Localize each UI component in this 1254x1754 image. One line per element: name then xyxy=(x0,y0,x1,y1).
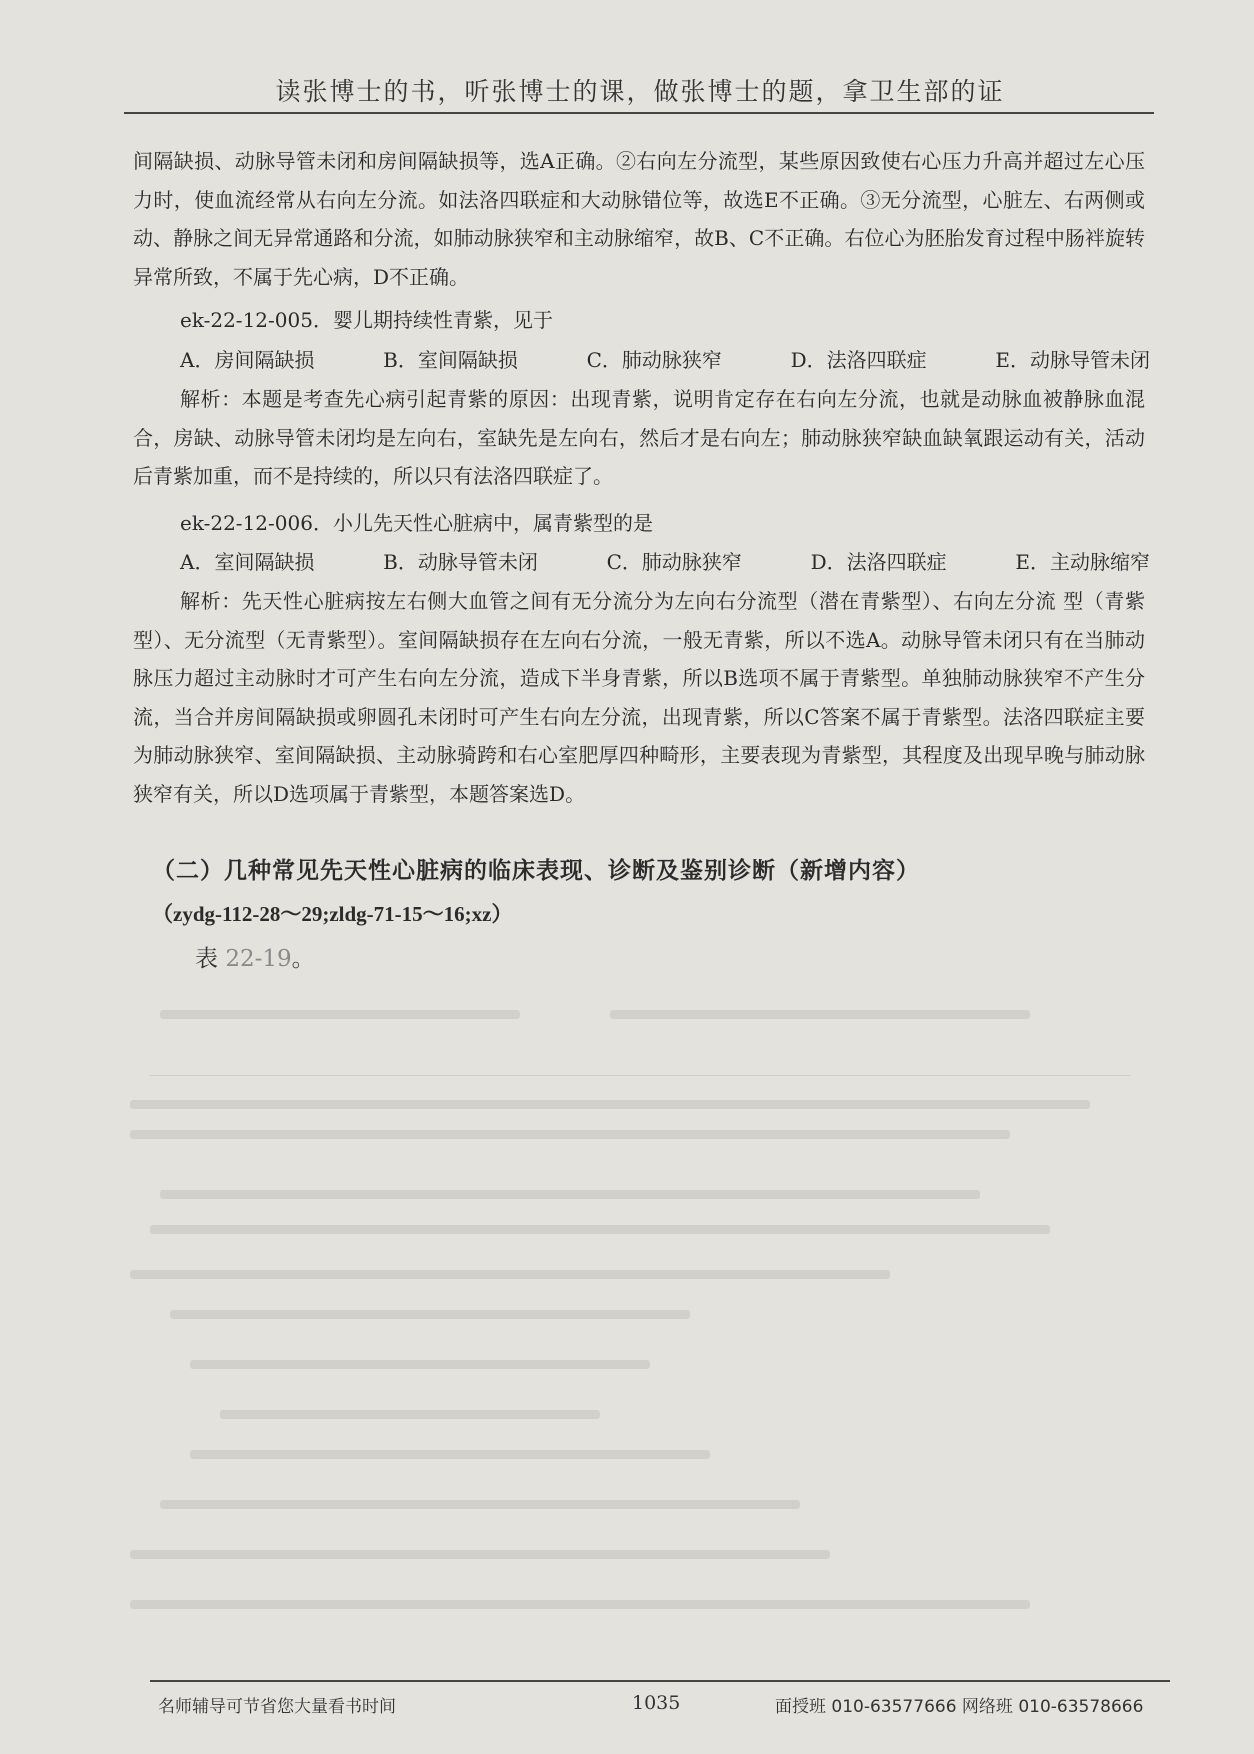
option-c: C．肺动脉狭窄 xyxy=(606,550,742,574)
option-a: A．房间隔缺损 xyxy=(180,348,315,372)
option-d: D．法洛四联症 xyxy=(790,348,927,372)
question-stem-005: ek-22-12-005．婴儿期持续性青紫，见于 xyxy=(180,308,553,332)
bleed-text xyxy=(170,1310,690,1319)
page-number: 1035 xyxy=(632,1692,681,1714)
bleed-text xyxy=(160,1190,980,1199)
section-codes: （zydg-112-28～29;zldg-71-15～16;xz） xyxy=(152,902,513,926)
table-ref-prefix: 表 xyxy=(195,946,218,972)
bleed-text xyxy=(190,1450,710,1459)
option-c: C．肺动脉狭窄 xyxy=(586,348,722,372)
options-row-006 xyxy=(180,546,1150,575)
analysis-006: 解析：先天性心脏病按左右侧大血管之间有无分流分为左向右分流型（潜在青紫型）、右向左分流 型（青紫型）、无分流型（无青紫型）。室间隔缺损存在左向右分流，一般无青紫，所以不选A。动脉导管未闭只有在当肺动脉压力超过主动脉时才可产生右向左分流，造成下半身青紫，所以B选项不属于青紫型。单独肺动脉狭窄不产生分流，当合并房间隔缺损或卵圆孔未闭时可产生右向左分流，出现青紫，所以C答案不属于青紫型。法洛四联症主要为肺动脉狭窄、室间隔缺损、主动脉骑跨和右心室肥厚四种畸形，主要表现为青紫型，其程度及出现早晚与肺动脉狭窄有关，所以D选项属于青紫型，本题答案选D。 xyxy=(133,589,1145,806)
option-b: B．动脉导管未闭 xyxy=(383,550,538,574)
footer-slogan: 名师辅导可节省您大量看书时间 xyxy=(158,1697,396,1717)
option-d: D．法洛四联症 xyxy=(810,550,947,574)
footer-contact: 面授班 010-63577666 网络班 010-63578666 xyxy=(775,1697,1144,1717)
option-b: B．室间隔缺损 xyxy=(383,348,518,372)
option-e: E．动脉导管未闭 xyxy=(995,348,1150,372)
bleed-text xyxy=(150,1225,1050,1234)
bleed-text xyxy=(160,1500,800,1509)
reverse-side-bleed-through xyxy=(130,980,1150,1660)
analysis-005: 解析：本题是考查先心病引起青紫的原因：出现青紫，说明肯定存在右向左分流，也就是动脉血被静脉血混合，房缺、动脉导管未闭均是左向右，室缺先是左向右，然后才是右向左；肺动脉狭窄缺血缺氧跟运动有关，活动后青紫加重，而不是持续的，所以只有法洛四联症了。 xyxy=(133,387,1145,488)
question-stem-006: ek-22-12-006．小儿先天性心脏病中，属青紫型的是 xyxy=(180,511,653,535)
page-header-title: 读张博士的书，听张博士的课，做张博士的题，拿卫生部的证 xyxy=(275,77,1005,106)
bleed-rule xyxy=(150,1075,1130,1076)
bleed-text xyxy=(130,1100,1090,1109)
bleed-text xyxy=(160,1010,520,1019)
options-row-005 xyxy=(180,344,1150,373)
bleed-text xyxy=(190,1360,650,1369)
table-ref-suffix: 。 xyxy=(291,946,315,972)
option-e: E．主动脉缩窄 xyxy=(1015,550,1150,574)
footer-divider xyxy=(150,1680,1170,1682)
bleed-text xyxy=(130,1130,1010,1139)
table-ref-number: 22-19 xyxy=(225,946,292,972)
bleed-text xyxy=(130,1550,830,1559)
bleed-text xyxy=(130,1270,890,1279)
bleed-text xyxy=(610,1010,1030,1019)
table-reference xyxy=(195,940,315,973)
continued-paragraph: 间隔缺损、动脉导管未闭和房间隔缺损等，选A正确。②右向左分流型，某些原因致使右心压力升高并超过左心压力时，使血流经常从右向左分流。如法洛四联症和大动脉错位等，故选E不正确。③无分流型，心脏左、右两侧或动、静脉之间无异常通路和分流，如肺动脉狭窄和主动脉缩窄，故B、C不正确。右位心为胚胎发育过程中肠袢旋转异常所致，不属于先心病，D不正确。 xyxy=(133,149,1145,289)
bleed-text xyxy=(130,1600,1030,1609)
bleed-text xyxy=(220,1410,600,1419)
option-a: A．室间隔缺损 xyxy=(180,550,315,574)
section-heading: （二）几种常见先天性心脏病的临床表现、诊断及鉴别诊断（新增内容） xyxy=(152,858,920,884)
header-divider xyxy=(124,112,1154,114)
